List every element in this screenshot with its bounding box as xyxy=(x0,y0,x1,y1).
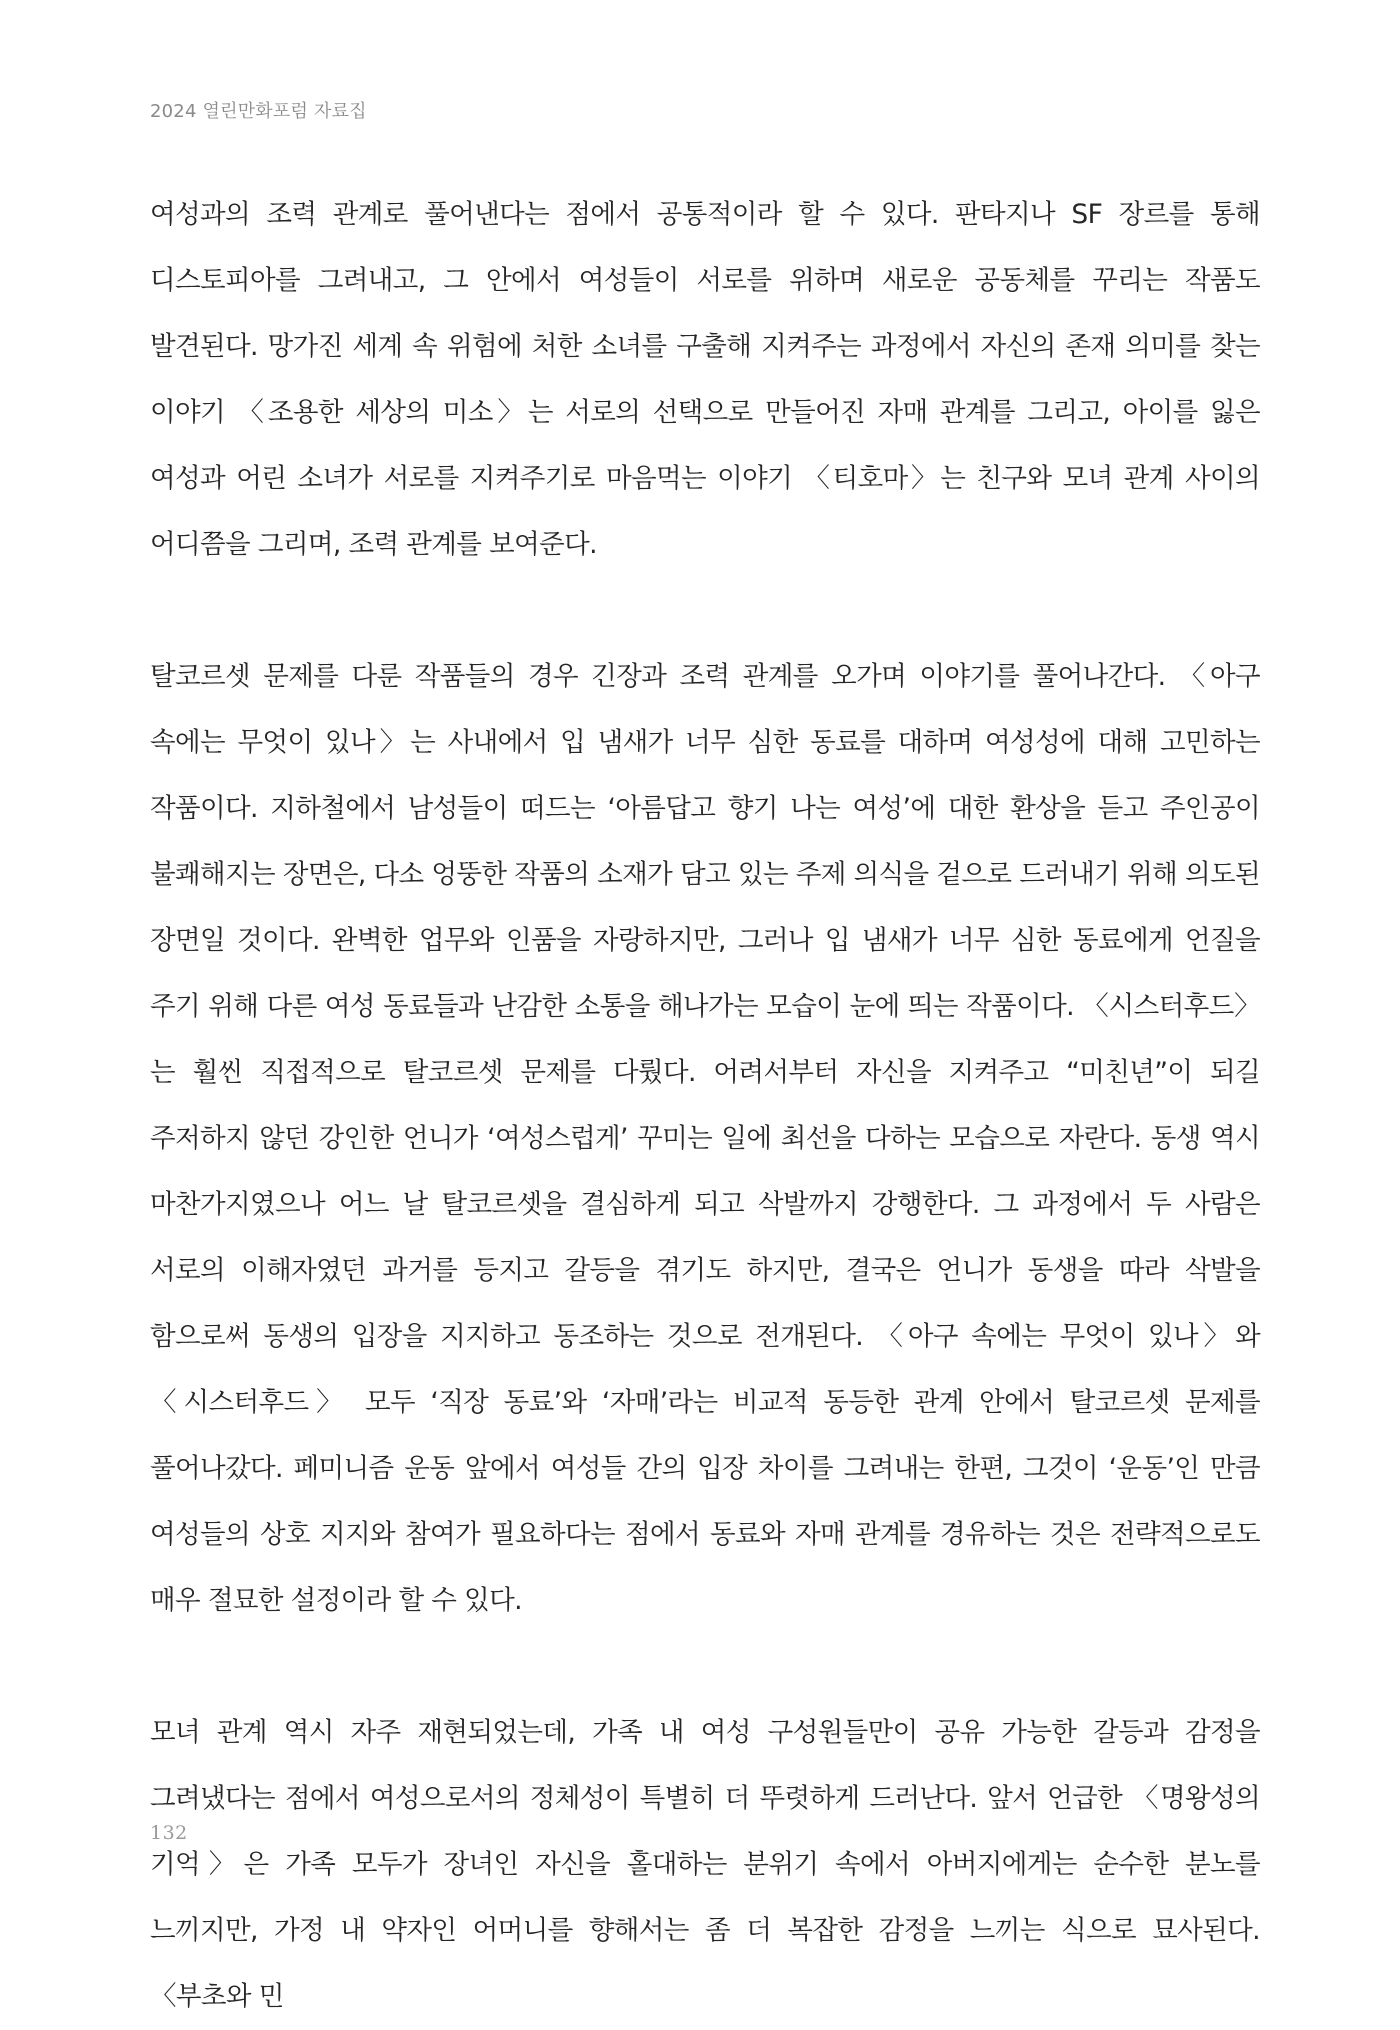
paragraph-1: 여성과의 조력 관계로 풀어낸다는 점에서 공통적이라 할 수 있다. 판타지나 SF 장르를 통해 디스토피아를 그려내고, 그 안에서 여성들이 서로를 위하며 새로운 공동체를 꾸리는 작품도 발견된다. 망가진 세계 속 위험에 처한 소녀를 구출해 지켜주는 과정에서 자신의 존재 의미를 찾는 이야기 〈조용한 세상의 미소〉는 서로의 선택으로 만들어진 자매 관계를 그리고, 아이를 잃은 여성과 어린 소녀가 서로를 지켜주기로 마음먹는 이야기 〈티호마〉는 친구와 모녀 관계 사이의 어디쯤을 그리며, 조력 관계를 보여준다. xyxy=(150,199,1260,560)
article-body xyxy=(150,182,1260,2030)
paragraph-2: 탈코르셋 문제를 다룬 작품들의 경우 긴장과 조력 관계를 오가며 이야기를 풀어나간다. 〈아구 속에는 무엇이 있나〉는 사내에서 입 냄새가 너무 심한 동료를 대하며 여성성에 대해 고민하는 작품이다. 지하철에서 남성들이 떠드는 ‘아름답고 향기 나는 여성’에 대한 환상을 듣고 주인공이 불쾌해지는 장면은, 다소 엉뚱한 작품의 소재가 담고 있는 주제 의식을 겉으로 드러내기 위해 의도된 장면일 것이다. 완벽한 업무와 인품을 자랑하지만, 그러나 입 냄새가 너무 심한 동료에게 언질을 주기 위해 다른 여성 동료들과 난감한 소통을 해나가는 모습이 눈에 띄는 작품이다. 〈시스터후드〉는 훨씬 직접적으로 탈코르셋 문제를 다뤘다. 어려서부터 자신을 지켜주고 “미친년”이 되길 주저하지 않던 강인한 언니가 ‘여성스럽게’ 꾸미는 일에 최선을 다하는 모습으로 자란다. 동생 역시 마찬가지였으나 어느 날 탈코르셋을 결심하게 되고 삭발까지 강행한다. 그 과정에서 두 사람은 서로의 이해자였던 과거를 등지고 갈등을 겪기도 하지만, 결국은 언니가 동생을 따라 삭발을 함으로써 동생의 입장을 지지하고 동조하는 것으로 전개된다. 〈아구 속에는 무엇이 있나〉와 〈시스터후드〉 모두 ‘직장 동료’와 ‘자매’라는 비교적 동등한 관계 안에서 탈코르셋 문제를 풀어나갔다. 페미니즘 운동 앞에서 여성들 간의 입장 차이를 그려내는 한편, 그것이 ‘운동’인 만큼 여성들의 상호 지지와 참여가 필요하다는 점에서 동료와 자매 관계를 경유하는 것은 전략적으로도 매우 절묘한 설정이라 할 수 있다. xyxy=(150,661,1260,1616)
running-header: 2024 열린만화포럼 자료집 xyxy=(150,101,367,122)
paragraph-3: 모녀 관계 역시 자주 재현되었는데, 가족 내 여성 구성원들만이 공유 가능한 갈등과 감정을 그려냈다는 점에서 여성으로서의 정체성이 특별히 더 뚜렷하게 드러난다. 앞서 언급한 〈명왕성의 기억〉은 가족 모두가 장녀인 자신을 홀대하는 분위기 속에서 아버지에게는 순수한 분노를 느끼지만, 가정 내 약자인 어머니를 향해서는 좀 더 복잡한 감정을 느끼는 식으로 묘사된다. 〈부초와 민 xyxy=(150,1717,1260,2012)
page-number: 132 xyxy=(150,1822,188,1844)
